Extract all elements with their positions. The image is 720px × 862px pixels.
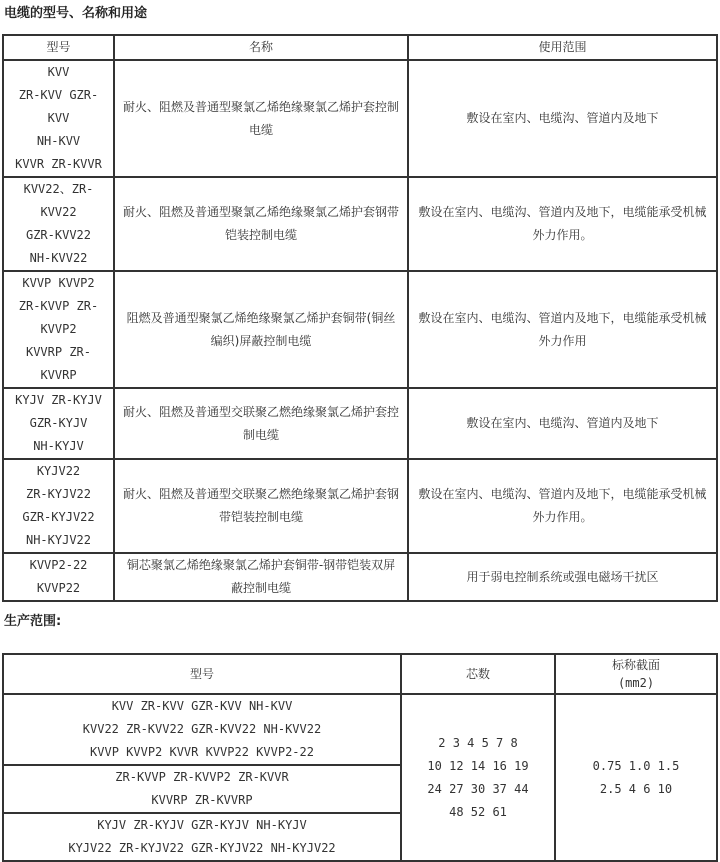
model-cell: [3, 388, 114, 459]
usage-cell: 敷设在室内、电缆沟、管道内及地下，电缆能承受机械外力作用: [408, 271, 717, 388]
model-line: KVVP22: [36, 581, 81, 595]
model-line: KVV22 ZR-KVV22 GZR-KVV22 NH-KVV22: [82, 722, 322, 736]
model-cell: [3, 459, 114, 553]
model-line: GZR-KYJV22: [22, 510, 95, 524]
header-model: 型号: [3, 35, 114, 60]
production-range-title: 生产范围:: [4, 614, 62, 629]
model-cell: [3, 60, 114, 177]
model-line: KVV22、ZR-KVV22: [23, 182, 94, 219]
cores-cell: [401, 694, 555, 861]
model-line: KYJV ZR-KYJV: [15, 393, 102, 407]
model-line: ZR-KVVP ZR-KVVP2 ZR-KVVR: [115, 770, 289, 784]
usage-cell: 敷设在室内、电缆沟、管道内及地下，电缆能承受机械外力作用。: [408, 459, 717, 553]
model-line: KVVP2-22: [29, 558, 88, 572]
model-line: NH-KVV22: [29, 251, 88, 265]
table-row: [3, 388, 717, 459]
model-cell: [3, 177, 114, 271]
name-cell: 耐火、阻燃及普通型聚氯乙烯绝缘聚氯乙烯护套钢带铠装控制电缆: [114, 177, 408, 271]
name-cell: 阻燃及普通型聚氯乙烯绝缘聚氯乙烯护套铜带(铜丝编织)屏蔽控制电缆: [114, 271, 408, 388]
table-row: [3, 271, 717, 388]
cores-line: 24 27 30 37 44: [427, 781, 529, 796]
model-line: KVV: [47, 65, 70, 79]
section-cell: [555, 694, 717, 861]
header-name: 名称: [114, 35, 408, 60]
model-cell: [3, 553, 114, 601]
usage-cell: 敷设在室内、电缆沟、管道内及地下，电缆能承受机械外力作用。: [408, 177, 717, 271]
section-line: 0.75 1.0 1.5: [592, 758, 680, 773]
header-row: [3, 654, 717, 694]
table-row: [3, 60, 717, 177]
model-line: NH-KVV: [36, 134, 81, 148]
name-cell: 耐火、阻燃及普通型交联聚乙燃绝缘聚氯乙烯护套控制电缆: [114, 388, 408, 459]
model-cell: [3, 271, 114, 388]
table-row: [3, 459, 717, 553]
model-line: KVVP KVVP2 KVVR KVVP22 KVVP2-22: [90, 745, 314, 759]
header-row: [3, 35, 717, 60]
model-line: KVVRP ZR-KVVRP: [25, 345, 92, 382]
table-row: [3, 553, 717, 601]
cores-line: 10 12 14 16 19: [427, 758, 529, 773]
usage-cell: 敷设在室内、电缆沟、管道内及地下: [408, 60, 717, 177]
model-line: KVV ZR-KVV GZR-KVV NH-KVV: [111, 699, 293, 713]
model-line: GZR-KVV22: [25, 228, 92, 242]
model-line: ZR-KVV GZR-KVV: [18, 88, 99, 125]
usage-cell: 敷设在室内、电缆沟、管道内及地下: [408, 388, 717, 459]
model-line: KYJV22 ZR-KYJV22 GZR-KYJV22 NH-KYJV22: [68, 841, 336, 855]
usage-cell: 用于弱电控制系统或强电磁场干扰区: [408, 553, 717, 601]
section-line: 2.5 4 6 10: [599, 781, 673, 796]
header-section: [555, 654, 717, 694]
model-line: ZR-KYJV22: [25, 487, 92, 501]
cable-types-title: 电缆的型号、名称和用途: [4, 6, 148, 21]
name-cell: 耐火、阻燃及普通型交联聚乙燃绝缘聚氯乙烯护套钢带铠装控制电缆: [114, 459, 408, 553]
model-line: KVVP KVVP2: [22, 276, 95, 290]
header-cores: 芯数: [401, 654, 555, 694]
model-line: KYJV22: [36, 464, 81, 478]
header-section-label: 标称截面: [611, 658, 660, 672]
model-line: KYJV ZR-KYJV GZR-KYJV NH-KYJV: [97, 818, 307, 832]
model-line: KVVRP ZR-KVVRP: [151, 793, 253, 807]
cable-types-table: [2, 34, 718, 602]
header-section-unit: (mm2): [617, 676, 655, 690]
model-line: NH-KYJV: [33, 439, 84, 453]
model-line: ZR-KVVP ZR-KVVP2: [18, 299, 99, 336]
header-usage: 使用范围: [408, 35, 717, 60]
model-line: KVVR ZR-KVVR: [15, 157, 102, 171]
cores-line: 2 3 4 5 7 8: [438, 735, 518, 750]
cores-line: 48 52 61: [449, 804, 507, 819]
model-line: NH-KYJV22: [25, 533, 92, 547]
model-line: GZR-KYJV: [29, 416, 88, 430]
model-group-cell: [3, 765, 401, 813]
model-group-cell: [3, 813, 401, 861]
production-range-table: [2, 653, 718, 862]
table-row: [3, 694, 717, 765]
name-cell: 耐火、阻燃及普通型聚氯乙烯绝缘聚氯乙烯护套控制电缆: [114, 60, 408, 177]
table-row: [3, 177, 717, 271]
header-model: 型号: [3, 654, 401, 694]
model-group-cell: [3, 694, 401, 765]
name-cell: 铜芯聚氯乙烯绝缘聚氯乙烯护套铜带-钢带铠装双屏蔽控制电缆: [114, 553, 408, 601]
